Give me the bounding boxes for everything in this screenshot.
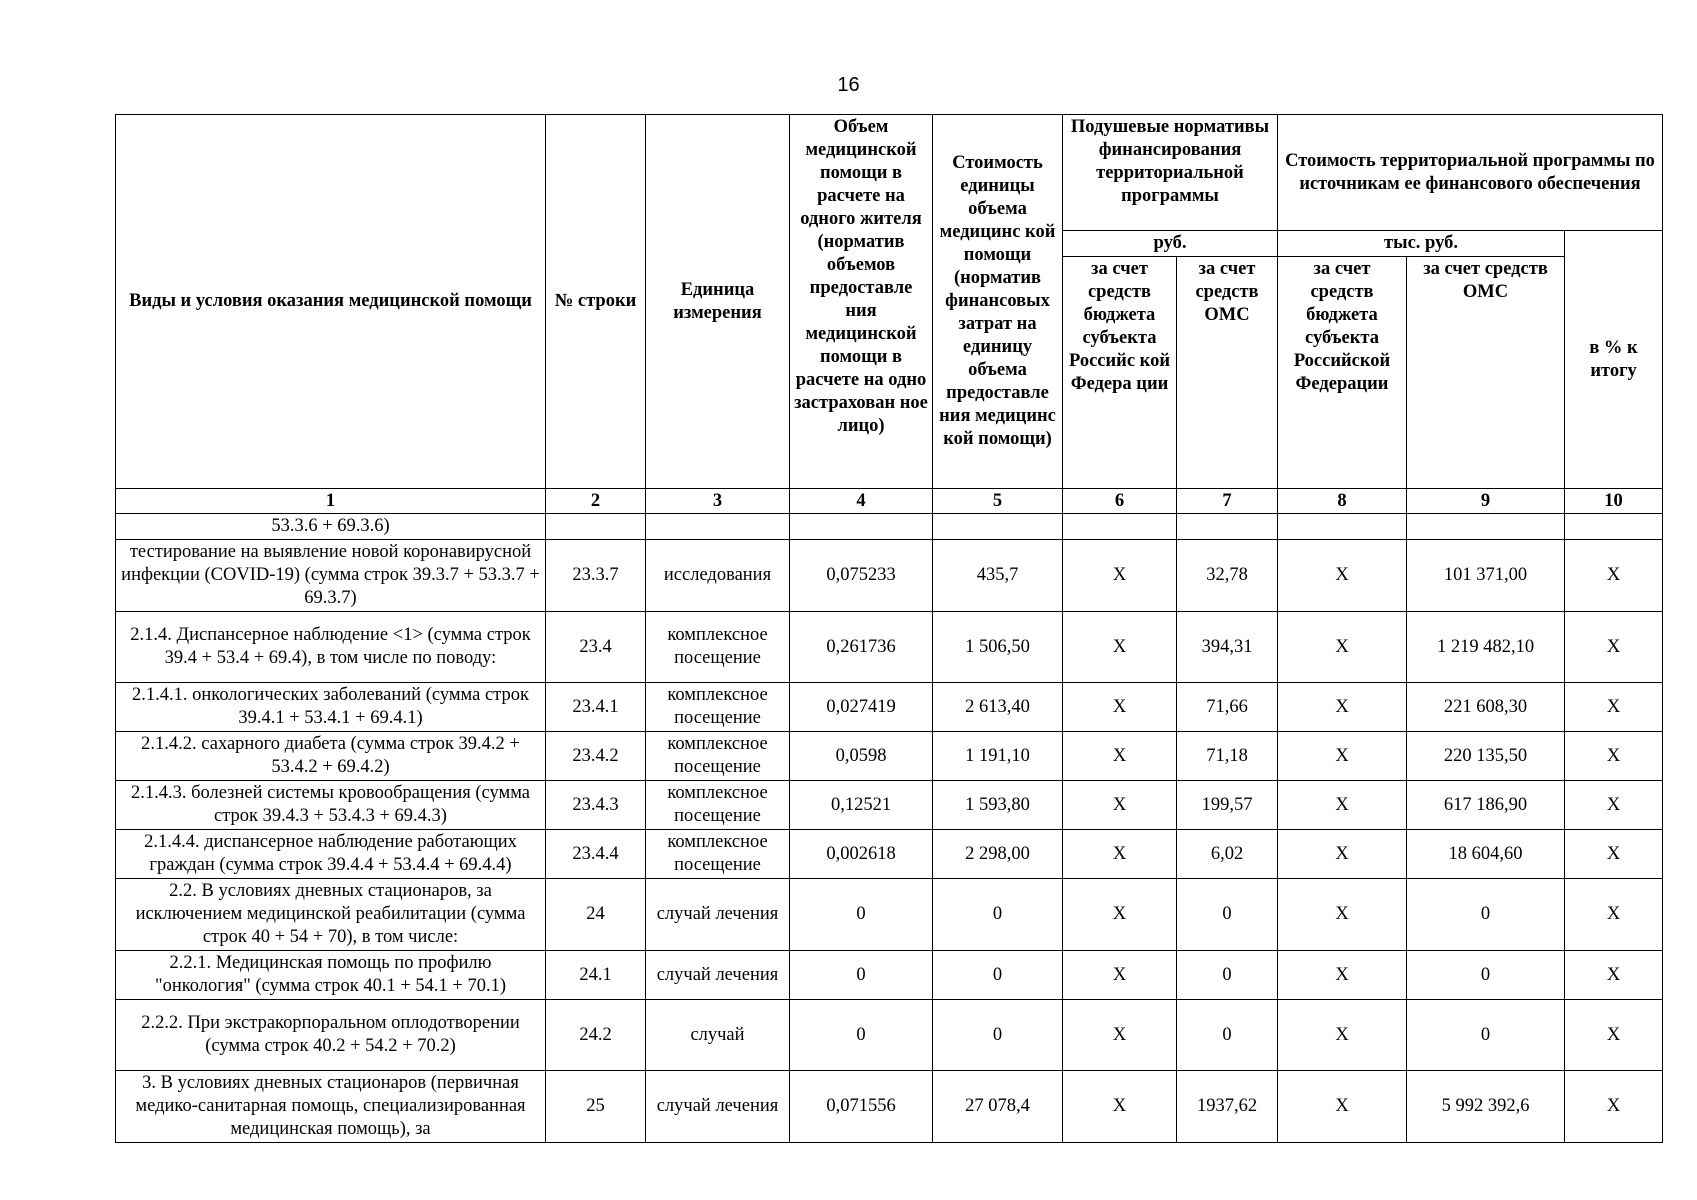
row-unit-cost: 435,7 bbox=[933, 540, 1063, 612]
column-number: 9 bbox=[1407, 489, 1565, 514]
row-budget-per-capita bbox=[1063, 514, 1177, 540]
row-volume: 0,0598 bbox=[790, 732, 933, 781]
row-name: 2.1.4.4. диспансерное наблюдение работающих граждан (сумма строк 39.4.4 + 53.4.4 + 69.4.4) bbox=[116, 830, 546, 879]
header-unit-cost: Стоимость единицы объема медицинс кой помощи (норматив финансовых затрат на единицу объема предоставле ния медицинс кой помощи) bbox=[933, 115, 1063, 489]
row-oms-per-capita: 6,02 bbox=[1177, 830, 1278, 879]
row-percent: X bbox=[1565, 540, 1663, 612]
row-number: 24.2 bbox=[546, 1000, 646, 1071]
row-number: 24 bbox=[546, 879, 646, 951]
row-number: 25 bbox=[546, 1071, 646, 1143]
row-oms-cost: 617 186,90 bbox=[1407, 781, 1565, 830]
column-number: 7 bbox=[1177, 489, 1278, 514]
row-percent: X bbox=[1565, 951, 1663, 1000]
row-oms-cost: 1 219 482,10 bbox=[1407, 612, 1565, 683]
row-budget-per-capita: X bbox=[1063, 879, 1177, 951]
row-unit: случай лечения bbox=[646, 951, 790, 1000]
row-budget-cost: X bbox=[1278, 951, 1407, 1000]
row-oms-per-capita: 0 bbox=[1177, 1000, 1278, 1071]
row-oms-per-capita: 199,57 bbox=[1177, 781, 1278, 830]
header-unit: Единица измерения bbox=[646, 115, 790, 489]
column-number: 2 bbox=[546, 489, 646, 514]
table-row bbox=[116, 1000, 1663, 1071]
table-row bbox=[116, 781, 1663, 830]
column-number: 3 bbox=[646, 489, 790, 514]
column-number: 1 bbox=[116, 489, 546, 514]
column-number: 10 bbox=[1565, 489, 1663, 514]
row-oms-per-capita bbox=[1177, 514, 1278, 540]
row-name: 2.1.4.1. онкологических заболеваний (сумма строк 39.4.1 + 53.4.1 + 69.4.1) bbox=[116, 683, 546, 732]
row-budget-per-capita: X bbox=[1063, 683, 1177, 732]
row-budget-cost: X bbox=[1278, 879, 1407, 951]
row-name: 3. В условиях дневных стационаров (первичная медико-санитарная помощь, специализированная медицинская помощь), за bbox=[116, 1071, 546, 1143]
row-oms-cost: 220 135,50 bbox=[1407, 732, 1565, 781]
row-oms-per-capita: 0 bbox=[1177, 879, 1278, 951]
header-services: Виды и условия оказания медицинской помощи bbox=[116, 115, 546, 489]
table-row bbox=[116, 540, 1663, 612]
row-unit: комплексное посещение bbox=[646, 732, 790, 781]
row-volume: 0 bbox=[790, 1000, 933, 1071]
row-percent: X bbox=[1565, 830, 1663, 879]
row-unit: случай лечения bbox=[646, 1071, 790, 1143]
row-budget-cost: X bbox=[1278, 1000, 1407, 1071]
row-name: тестирование на выявление новой коронавирусной инфекции (COVID-19) (сумма строк 39.3.7 + 53.3.7 + 69.3.7) bbox=[116, 540, 546, 612]
row-percent: X bbox=[1565, 732, 1663, 781]
header-oms-per-capita: за счет средств ОМС bbox=[1177, 257, 1278, 489]
row-unit: комплексное посещение bbox=[646, 781, 790, 830]
row-percent: X bbox=[1565, 1071, 1663, 1143]
row-budget-per-capita: X bbox=[1063, 1000, 1177, 1071]
header-row-number: № строки bbox=[546, 115, 646, 489]
row-number: 23.3.7 bbox=[546, 540, 646, 612]
table-row bbox=[116, 951, 1663, 1000]
row-oms-cost: 221 608,30 bbox=[1407, 683, 1565, 732]
row-name: 2.1.4.3. болезней системы кровообращения (сумма строк 39.4.3 + 53.4.3 + 69.4.3) bbox=[116, 781, 546, 830]
row-oms-cost: 0 bbox=[1407, 1000, 1565, 1071]
row-volume: 0 bbox=[790, 951, 933, 1000]
column-number: 4 bbox=[790, 489, 933, 514]
row-budget-cost: X bbox=[1278, 732, 1407, 781]
row-budget-per-capita: X bbox=[1063, 951, 1177, 1000]
row-budget-per-capita: X bbox=[1063, 830, 1177, 879]
row-budget-cost: X bbox=[1278, 1071, 1407, 1143]
row-oms-per-capita: 1937,62 bbox=[1177, 1071, 1278, 1143]
header-unit-thousand-rub: тыс. руб. bbox=[1278, 231, 1565, 257]
row-unit-cost: 1 191,10 bbox=[933, 732, 1063, 781]
row-name: 2.1.4.2. сахарного диабета (сумма строк 39.4.2 + 53.4.2 + 69.4.2) bbox=[116, 732, 546, 781]
row-oms-cost bbox=[1407, 514, 1565, 540]
row-percent: X bbox=[1565, 781, 1663, 830]
row-budget-per-capita: X bbox=[1063, 612, 1177, 683]
row-name: 53.3.6 + 69.3.6) bbox=[116, 514, 546, 540]
row-number: 23.4.3 bbox=[546, 781, 646, 830]
row-unit-cost: 2 613,40 bbox=[933, 683, 1063, 732]
row-budget-cost: X bbox=[1278, 683, 1407, 732]
table-row bbox=[116, 1071, 1663, 1143]
row-percent: X bbox=[1565, 879, 1663, 951]
header-budget-per-capita: за счет средств бюджета субъекта Российс кой Федера ции bbox=[1063, 257, 1177, 489]
row-budget-per-capita: X bbox=[1063, 781, 1177, 830]
row-volume: 0,12521 bbox=[790, 781, 933, 830]
column-number: 8 bbox=[1278, 489, 1407, 514]
page-number: 16 bbox=[837, 74, 860, 96]
row-number: 23.4.1 bbox=[546, 683, 646, 732]
row-budget-cost: X bbox=[1278, 781, 1407, 830]
row-unit: комплексное посещение bbox=[646, 830, 790, 879]
table-row bbox=[116, 683, 1663, 732]
row-budget-cost: X bbox=[1278, 612, 1407, 683]
row-number: 23.4.2 bbox=[546, 732, 646, 781]
row-unit: исследования bbox=[646, 540, 790, 612]
header-unit-rub: руб. bbox=[1063, 231, 1278, 257]
row-oms-cost: 5 992 392,6 bbox=[1407, 1071, 1565, 1143]
row-budget-per-capita: X bbox=[1063, 1071, 1177, 1143]
row-oms-per-capita: 394,31 bbox=[1177, 612, 1278, 683]
column-number: 6 bbox=[1063, 489, 1177, 514]
row-oms-per-capita: 0 bbox=[1177, 951, 1278, 1000]
row-volume: 0,075233 bbox=[790, 540, 933, 612]
row-number: 23.4 bbox=[546, 612, 646, 683]
header-percent-total: в % к итогу bbox=[1565, 231, 1663, 489]
row-volume: 0,027419 bbox=[790, 683, 933, 732]
row-unit-cost: 27 078,4 bbox=[933, 1071, 1063, 1143]
row-unit-cost: 0 bbox=[933, 1000, 1063, 1071]
header-volume: Объем медицинской помощи в расчете на одного жителя (норматив объемов предоставле ния медицинской помощи в расчете на одно застрахован ное лицо) bbox=[790, 115, 933, 489]
row-unit-cost: 1 506,50 bbox=[933, 612, 1063, 683]
row-unit: случай лечения bbox=[646, 879, 790, 951]
row-number: 23.4.4 bbox=[546, 830, 646, 879]
row-name: 2.1.4. Диспансерное наблюдение <1> (сумма строк 39.4 + 53.4 + 69.4), в том числе по поводу: bbox=[116, 612, 546, 683]
row-volume bbox=[790, 514, 933, 540]
row-number: 24.1 bbox=[546, 951, 646, 1000]
row-budget-per-capita: X bbox=[1063, 732, 1177, 781]
row-oms-per-capita: 32,78 bbox=[1177, 540, 1278, 612]
row-name: 2.2.1. Медицинская помощь по профилю "онкология" (сумма строк 40.1 + 54.1 + 70.1) bbox=[116, 951, 546, 1000]
row-unit-cost: 1 593,80 bbox=[933, 781, 1063, 830]
row-volume: 0,261736 bbox=[790, 612, 933, 683]
row-unit-cost: 0 bbox=[933, 879, 1063, 951]
row-name: 2.2.2. При экстракорпоральном оплодотворении (сумма строк 40.2 + 54.2 + 70.2) bbox=[116, 1000, 546, 1071]
row-oms-per-capita: 71,66 bbox=[1177, 683, 1278, 732]
row-volume: 0,002618 bbox=[790, 830, 933, 879]
row-volume: 0,071556 bbox=[790, 1071, 933, 1143]
row-number bbox=[546, 514, 646, 540]
header-per-capita-group: Подушевые нормативы финансирования территориальной программы bbox=[1063, 115, 1278, 231]
header-cost-group: Стоимость территориальной программы по источникам ее финансового обеспечения bbox=[1278, 115, 1663, 231]
table-row bbox=[116, 879, 1663, 951]
row-oms-cost: 101 371,00 bbox=[1407, 540, 1565, 612]
row-oms-per-capita: 71,18 bbox=[1177, 732, 1278, 781]
column-number: 5 bbox=[933, 489, 1063, 514]
table-row bbox=[116, 612, 1663, 683]
header-oms-cost: за счет средств ОМС bbox=[1407, 257, 1565, 489]
row-unit: комплексное посещение bbox=[646, 612, 790, 683]
row-unit-cost bbox=[933, 514, 1063, 540]
row-percent bbox=[1565, 514, 1663, 540]
row-unit bbox=[646, 514, 790, 540]
row-percent: X bbox=[1565, 612, 1663, 683]
row-budget-cost: X bbox=[1278, 540, 1407, 612]
row-unit-cost: 2 298,00 bbox=[933, 830, 1063, 879]
row-volume: 0 bbox=[790, 879, 933, 951]
row-name: 2.2. В условиях дневных стационаров, за исключением медицинской реабилитации (сумма строк 40 + 54 + 70), в том числе: bbox=[116, 879, 546, 951]
header-budget-cost: за счет средств бюджета субъекта Российской Федерации bbox=[1278, 257, 1407, 489]
row-percent: X bbox=[1565, 1000, 1663, 1071]
row-percent: X bbox=[1565, 683, 1663, 732]
row-budget-cost bbox=[1278, 514, 1407, 540]
row-oms-cost: 18 604,60 bbox=[1407, 830, 1565, 879]
table-row bbox=[116, 514, 1663, 540]
table-row bbox=[116, 830, 1663, 879]
row-unit-cost: 0 bbox=[933, 951, 1063, 1000]
row-budget-cost: X bbox=[1278, 830, 1407, 879]
row-unit: комплексное посещение bbox=[646, 683, 790, 732]
row-oms-cost: 0 bbox=[1407, 879, 1565, 951]
table-row bbox=[116, 732, 1663, 781]
row-budget-per-capita: X bbox=[1063, 540, 1177, 612]
financing-table bbox=[115, 114, 1663, 1143]
row-unit: случай bbox=[646, 1000, 790, 1071]
row-oms-cost: 0 bbox=[1407, 951, 1565, 1000]
